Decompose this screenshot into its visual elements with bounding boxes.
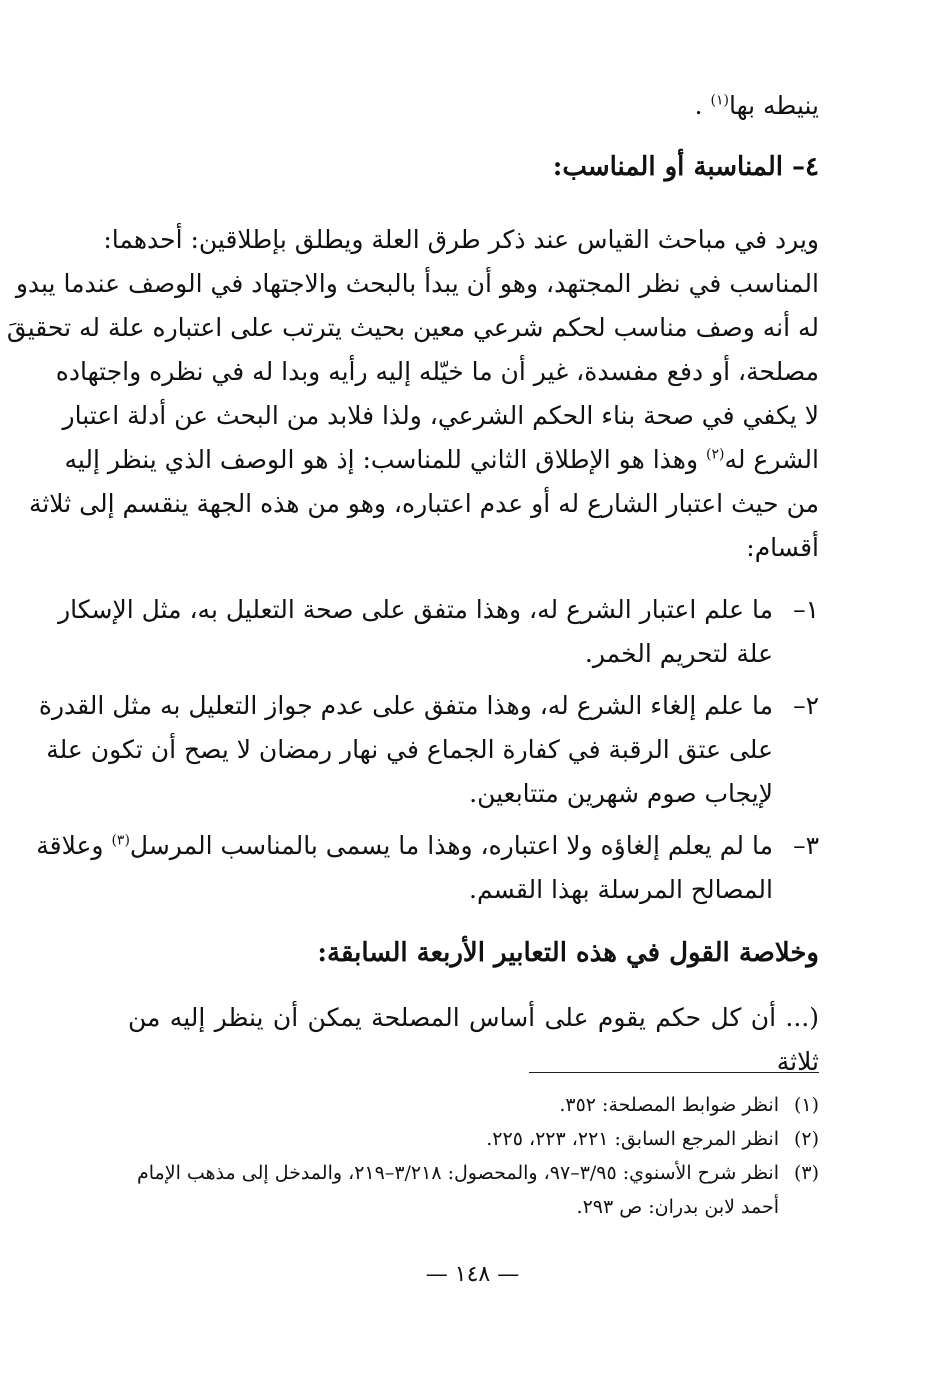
paragraph-line: ويرد في مباحث القياس عند ذكر طرق العلة ويطلق بإطلاقين: أحدهما: <box>103 225 819 254</box>
footnote-text: انظر ضوابط المصلحة: ٣٥٢. <box>559 1094 779 1116</box>
list-item-number: ٣– <box>793 831 819 860</box>
footnote-ref-1: (١) <box>710 92 729 109</box>
main-paragraph <box>6 218 819 570</box>
footnote <box>128 1156 819 1224</box>
paragraph-line: مصلحة، أو دفع مفسدة، غير أن ما خيّله إليه رأيه وبدا له في نظره واجتهاده <box>55 357 819 386</box>
footnote-ref-2: (٢) <box>705 446 725 463</box>
continuation-line <box>128 84 819 128</box>
list-item-line: ما علم إلغاء الشرع له، وهذا متفق على عدم جواز التعليل به مثل القدرة <box>38 691 773 720</box>
footnote-ref-3: (٣) <box>111 832 130 849</box>
footnote-number: (١) <box>793 1094 819 1116</box>
page-number: — ١٤٨ — <box>425 1262 520 1287</box>
paragraph-line: المناسب في نظر المجتهد، وهو أن يبدأ بالبحث والاجتهاد في الوصف عندما يبدو <box>15 269 819 298</box>
continuation-words: ينيطه بها <box>728 91 819 120</box>
footnote-text: أحمد لابن بدران: ص ٢٩٣. <box>576 1196 779 1218</box>
footnote-text: انظر المرجع السابق: ٢٢١، ٢٢٣، ٢٢٥. <box>486 1128 779 1150</box>
footnotes <box>128 1088 819 1224</box>
continuation-period: . <box>694 91 703 120</box>
list-item-line-end: وعلاقة <box>36 831 112 860</box>
footnote-number: (٣) <box>793 1162 819 1184</box>
list-item-line: علة لتحريم الخمر. <box>584 639 773 668</box>
list-item-line: على عتق الرقبة في كفارة الجماع في نهار رمضان لا يصح أن تكون علة <box>46 735 773 764</box>
list-item-line: المصالح المرسلة بهذا القسم. <box>469 875 773 904</box>
continuation-text <box>128 84 819 128</box>
list-item-line-start: ما لم يعلم إلغاؤه ولا اعتباره، وهذا ما يسمى بالمناسب المرسل <box>129 831 773 860</box>
list-item-number: ١– <box>793 595 819 624</box>
list-item <box>58 588 819 676</box>
list-item <box>36 824 819 912</box>
footnote-text: انظر شرح الأسنوي: ٣/٩٥–٩٧، والمحصول: ٣/٢١٨–٢١٩، والمدخل إلى مذهب الإمام <box>137 1162 779 1184</box>
footnote <box>128 1088 819 1122</box>
paragraph-line: له أنه وصف مناسب لحكم شرعي معين بحيث يترتب على اعتباره علة له تحقيقَ <box>6 313 819 342</box>
paragraph-line: لا يكفي في صحة بناء الحكم الشرعي، ولذا فلابد من البحث عن أدلة اعتبار <box>62 401 819 430</box>
paragraph-line: أقسام: <box>746 533 819 562</box>
paragraph-line: من حيث اعتبار الشارع له أو عدم اعتباره، وهو من هذه الجهة ينقسم إلى ثلاثة <box>28 489 819 518</box>
paragraph-line-end: وهذا هو الإطلاق الثاني للمناسب: إذ هو الوصف الذي ينظر إليه <box>64 445 706 474</box>
list-item-line: لإيجاب صوم شهرين متتابعين. <box>469 779 773 808</box>
list-item <box>38 684 819 816</box>
list-item-line <box>36 824 773 868</box>
final-line: (... أن كل حكم يقوم على أساس المصلحة يمكن أن ينظر إليه من ثلاثة <box>128 1003 819 1076</box>
footnote <box>128 1122 819 1156</box>
paragraph-line <box>64 438 819 482</box>
section-heading: ٤– المناسبة أو المناسب: <box>552 152 819 182</box>
footnote-number: (٢) <box>793 1128 819 1150</box>
list-item-number: ٢– <box>793 691 819 720</box>
footnote-divider <box>529 1072 819 1073</box>
paragraph-line-start: الشرع له <box>724 445 819 474</box>
summary-heading: وخلاصة القول في هذه التعابير الأربعة السابقة: <box>317 938 819 968</box>
list-item-line: ما علم اعتبار الشرع له، وهذا متفق على صحة التعليل به، مثل الإسكار <box>58 595 773 624</box>
